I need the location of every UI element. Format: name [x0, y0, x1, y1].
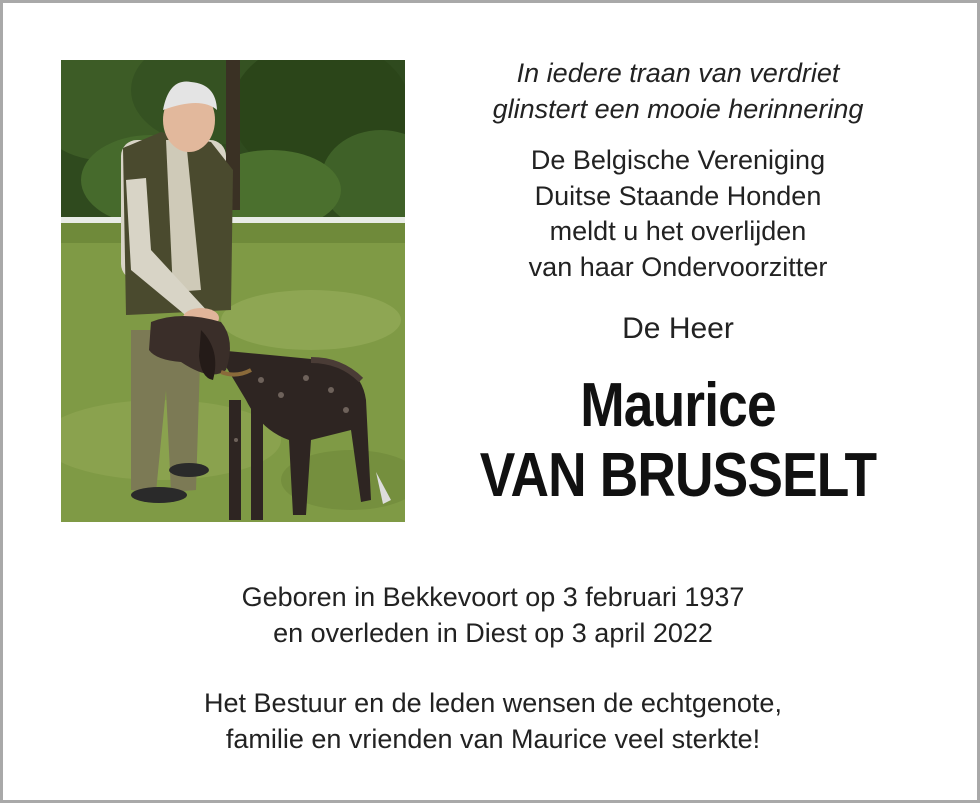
- memorial-quote: [423, 55, 933, 127]
- death-line: en overleden in Diest op 3 april 2022: [273, 618, 713, 648]
- announcement-line: De Belgische Vereniging: [530, 145, 826, 175]
- announcement-line: Duitse Staande Honden: [534, 180, 822, 211]
- deceased-name: [459, 371, 898, 511]
- announcement-text: [423, 143, 933, 285]
- footer-text: [3, 579, 980, 757]
- announcement-line: van haar Ondervoorzitter: [528, 251, 828, 282]
- memorial-photo: [61, 60, 405, 522]
- first-name: Maurice: [580, 371, 776, 440]
- announcement-line: meldt u het overlijden: [549, 216, 807, 246]
- announcement-column: [423, 55, 933, 511]
- birth-line: Geboren in Bekkevoort op 3 februari 1937: [241, 582, 745, 612]
- closing-line: familie en vrienden van Maurice veel sterkte!: [225, 724, 761, 754]
- life-dates: [3, 579, 980, 651]
- quote-line: In iedere traan van verdriet: [516, 58, 840, 88]
- quote-line: glinstert een mooie herinnering: [492, 94, 864, 124]
- honorific: De Heer: [622, 312, 734, 345]
- closing-line: Het Bestuur en de leden wensen de echtgenote,: [204, 688, 782, 718]
- last-name: VAN BRUSSELT: [479, 441, 877, 510]
- closing-message: [3, 685, 980, 757]
